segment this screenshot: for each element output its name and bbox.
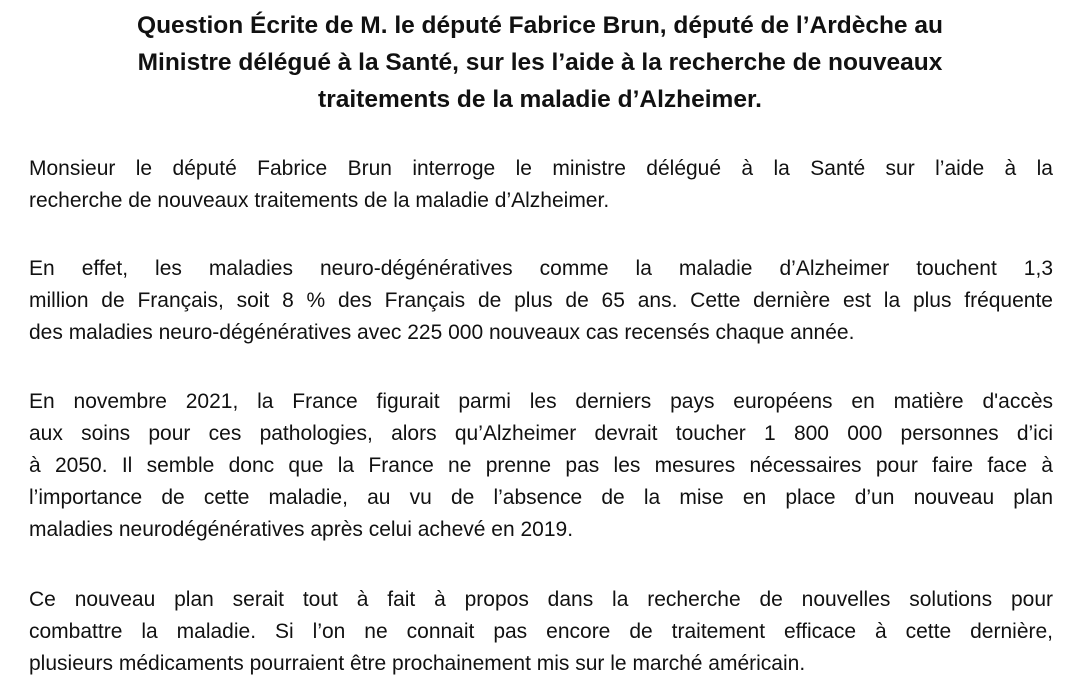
title-line: Ministre délégué à la Santé, sur les l’aide à la recherche de nouveaux (137, 49, 943, 76)
text-line: En effet, les maladies neuro-dégénératives comme la maladie d’Alzheimer touchent 1,3 (29, 257, 1053, 280)
text-line: combattre la maladie. Si l’on ne connait pas encore de traitement efficace à cette dernière, (29, 620, 1053, 643)
text-line: Ce nouveau plan serait tout à fait à propos dans la recherche de nouvelles solutions pour (29, 588, 1053, 611)
text-line: En novembre 2021, la France figurait parmi les derniers pays européens en matière d'accès (29, 390, 1053, 413)
text-line: Monsieur le député Fabrice Brun interroge le ministre délégué à la Santé sur l’aide à la (29, 157, 1053, 180)
paragraph-1 (29, 153, 1053, 217)
text-line: aux soins pour ces pathologies, alors qu’Alzheimer devrait toucher 1 800 000 personnes d’ici (29, 422, 1053, 445)
paragraph-2 (29, 253, 1053, 349)
text-line: l’importance de cette maladie, au vu de l’absence de la mise en place d’un nouveau plan (29, 486, 1053, 509)
title-line: traitements de la maladie d’Alzheimer. (318, 86, 762, 113)
text-line: million de Français, soit 8 % des Français de plus de 65 ans. Cette dernière est la plus fréquente (29, 289, 1053, 312)
paragraph-4 (29, 584, 1053, 675)
text-line: à 2050. Il semble donc que la France ne prenne pas les mesures nécessaires pour faire face à (29, 454, 1053, 477)
document-title (40, 7, 1040, 118)
title-line: Question Écrite de M. le député Fabrice Brun, député de l’Ardèche au (137, 12, 943, 39)
text-line: plusieurs médicaments pourraient être prochainement mis sur le marché américain. (29, 652, 806, 675)
text-line: des maladies neuro-dégénératives avec 225 000 nouveaux cas recensés chaque année. (29, 321, 855, 344)
text-line: recherche de nouveaux traitements de la maladie d’Alzheimer. (29, 189, 610, 212)
text-line: maladies neurodégénératives après celui achevé en 2019. (29, 518, 574, 541)
paragraph-3 (29, 386, 1053, 546)
